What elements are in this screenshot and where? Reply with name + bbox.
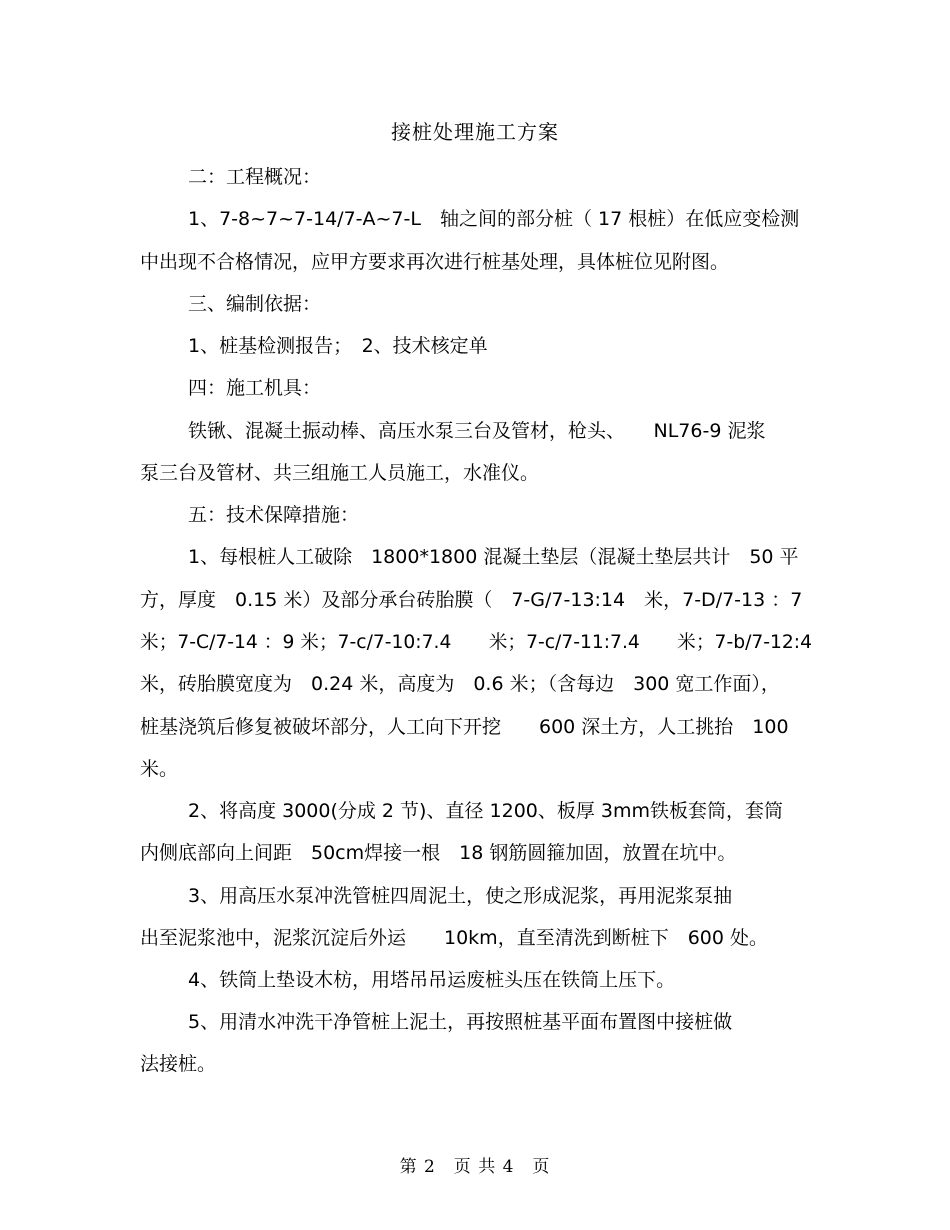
paragraph-line: 米；7-C/7-14 ：9 米；7-c/7-10:7.4 米；7-c/7-11:7.4 米；7-b/7-12:4 bbox=[140, 631, 812, 653]
paragraph-line: 3、用高压水泵冲洗管桩四周泥土，使之形成泥浆，再用泥浆泵抽 bbox=[188, 885, 733, 907]
paragraph-line: 方，厚度 0.15 米）及部分承台砖胎膜（ 7-G/7-13:14 米，7-D/7-13 ：7 bbox=[140, 589, 803, 611]
section-heading-equipment: 四：施工机具： bbox=[188, 377, 322, 399]
paragraph-line: 桩基浇筑后修复被破坏部分，人工向下开挖 600 深土方，人工挑抬 100 bbox=[140, 716, 789, 738]
page-number-footer: 第 2 页 共 4 页 bbox=[399, 1157, 551, 1177]
paragraph-line: 1、桩基检测报告； 2、技术核定单 bbox=[188, 335, 488, 357]
document-title: 接桩处理施工方案 bbox=[391, 120, 559, 144]
section-heading-measures: 五：技术保障措施： bbox=[188, 504, 360, 526]
section-heading-basis: 三、编制依据： bbox=[188, 293, 322, 315]
paragraph-line: 出至泥浆池中，泥浆沉淀后外运 10km，直至清洗到断桩下 600 处。 bbox=[140, 927, 768, 949]
paragraph-line: 2、将高度 3000(分成 2 节)、直径 1200、板厚 3mm铁板套筒，套筒 bbox=[188, 800, 784, 822]
paragraph-line: 5、用清水冲洗干净管桩上泥土，再按照桩基平面布置图中接桩做 bbox=[188, 1011, 733, 1033]
section-heading-overview: 二：工程概况： bbox=[188, 166, 322, 188]
paragraph-line: 泵三台及管材、共三组施工人员施工，水准仪。 bbox=[140, 462, 540, 484]
paragraph-line: 1、7-8~7~7-14/7-A~7-L 轴之间的部分桩（ 17 根桩）在低应变检测 bbox=[188, 208, 800, 230]
paragraph-line: 米。 bbox=[140, 758, 179, 780]
paragraph-line: 铁锹、混凝土振动棒、高压水泵三台及管材，枪头、 NL76-9 泥浆 bbox=[188, 420, 766, 442]
paragraph-line: 米，砖胎膜宽度为 0.24 米，高度为 0.6 米；（含每边 300 宽工作面）， bbox=[140, 673, 780, 695]
paragraph-line: 内侧底部向上间距 50cm焊接一根 18 钢筋圆箍加固，放置在坑中。 bbox=[140, 842, 737, 864]
paragraph-line: 法接桩。 bbox=[140, 1053, 217, 1075]
paragraph-line: 1、每根桩人工破除 1800*1800 混凝土垫层（混凝土垫层共计 50 平 bbox=[188, 546, 799, 568]
paragraph-line: 4、铁筒上垫设木枋，用塔吊吊运废桩头压在铁筒上压下。 bbox=[188, 969, 676, 991]
paragraph-line: 中出现不合格情况，应甲方要求再次进行桩基处理，具体桩位见附图。 bbox=[140, 251, 730, 273]
